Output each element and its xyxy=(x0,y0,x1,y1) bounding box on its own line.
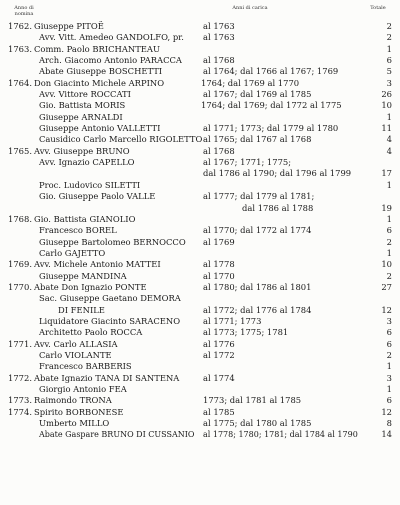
row-years: al 1767; dal 1769 al 1785 xyxy=(203,89,312,100)
row-name: Causidico Carlo Marcello RIGOLETTO xyxy=(39,134,203,145)
row-name: Avv. Vitt. Amedeo GANDOLFO, pr. xyxy=(39,32,184,43)
table-row xyxy=(0,89,400,100)
row-total: 17 xyxy=(381,168,392,179)
table-row xyxy=(0,55,400,66)
row-name: Gio. Battista MORIS xyxy=(39,100,126,111)
row-name: Giuseppe PITOË xyxy=(34,21,104,31)
row-total: 1 xyxy=(386,43,392,54)
row-name: Abate Ignazio TANA DI SANTENA xyxy=(34,372,180,383)
table-row xyxy=(0,32,400,43)
table-row xyxy=(0,100,400,111)
row-year: 1763. xyxy=(8,43,32,54)
column-header-anni: Anni di carica xyxy=(232,5,268,11)
row-total: 10 xyxy=(381,100,392,111)
row-name: Raimondo TRONA xyxy=(34,395,112,406)
table-row xyxy=(0,395,400,406)
row-name: Avv. Michele Antonio MATTEI xyxy=(34,259,161,270)
row-name: Carlo GAJETTO xyxy=(39,247,106,258)
row-total: 3 xyxy=(386,315,392,326)
row-name: DI FENILE xyxy=(58,304,105,315)
row-years: al 1770; dal 1772 al 1774 xyxy=(203,225,312,236)
table-row xyxy=(0,203,400,214)
row-name: Francesco BARBERIS xyxy=(39,361,132,372)
table-row xyxy=(0,123,400,134)
table-row xyxy=(0,168,400,179)
row-total: 8 xyxy=(386,418,392,429)
row-years: 1773; dal 1781 al 1785 xyxy=(203,395,302,406)
row-total: 6 xyxy=(386,395,392,406)
row-year: 1773. xyxy=(8,395,32,406)
table-row xyxy=(0,361,400,372)
table-row xyxy=(0,327,400,338)
row-years: al 1770 xyxy=(203,270,235,281)
row-total: 14 xyxy=(381,429,392,440)
row-years: dal 1786 al 1790; dal 1796 al 1799 xyxy=(203,168,352,179)
row-name: Umberto MILLO xyxy=(39,418,110,429)
column-header-totale: Totale xyxy=(370,5,386,11)
row-total: 5 xyxy=(386,66,392,77)
row-years: al 1768 xyxy=(203,145,235,156)
table-row xyxy=(0,259,400,270)
row-total: 2 xyxy=(386,349,392,360)
table-row xyxy=(0,293,400,304)
table-row xyxy=(0,112,400,123)
row-total: 4 xyxy=(386,145,392,156)
table-row xyxy=(0,157,400,168)
row-total: 1 xyxy=(386,384,392,394)
row-year: 1768. xyxy=(8,213,32,224)
row-years: al 1774 xyxy=(203,372,235,383)
row-years: al 1764; dal 1766 al 1767; 1769 xyxy=(203,66,339,77)
row-year: 1774. xyxy=(8,406,32,417)
row-years: al 1776 xyxy=(203,338,235,349)
row-name: Architetto Paolo ROCCA xyxy=(39,327,143,338)
table-row xyxy=(0,384,400,395)
row-total: 2 xyxy=(386,32,392,43)
table-row xyxy=(0,180,400,191)
row-year: 1764. xyxy=(8,77,32,88)
row-name: Abate Gaspare BRUNO DI CUSSANIO xyxy=(39,430,195,440)
row-total: 27 xyxy=(381,281,392,292)
row-total: 3 xyxy=(386,372,392,383)
column-header-anno: Anno di nomina xyxy=(14,5,34,17)
row-name: Don Giacinto Michele ARPINO xyxy=(34,77,165,88)
row-years: al 1775; dal 1780 al 1785 xyxy=(203,418,312,429)
row-name: Carlo VIOLANTE xyxy=(39,349,112,360)
row-years: dal 1786 al 1788 xyxy=(242,202,314,213)
row-name: Liquidatore Giacinto SARACENO xyxy=(39,315,181,326)
row-total: 11 xyxy=(381,123,392,134)
table-row xyxy=(0,248,400,259)
row-name: Giuseppe Bartolomeo BERNOCCO xyxy=(39,236,186,247)
table-row xyxy=(0,214,400,225)
row-years: al 1769 xyxy=(203,236,235,247)
table-row xyxy=(0,237,400,248)
row-total: 1 xyxy=(386,213,392,224)
row-total: 10 xyxy=(381,259,392,270)
row-name: Gio. Giuseppe Paolo VALLE xyxy=(39,191,156,202)
row-total: 1 xyxy=(386,111,392,122)
row-name: Abate Giuseppe BOSCHETTI xyxy=(39,66,163,77)
table-row xyxy=(0,373,400,384)
row-name: Avv. Giuseppe BRUNO xyxy=(34,145,130,156)
row-years: al 1765; dal 1767 al 1768 xyxy=(203,134,312,145)
table-row xyxy=(0,282,400,293)
row-total: 1 xyxy=(386,247,392,258)
row-name: Francesco BOREL xyxy=(39,225,117,236)
table-row xyxy=(0,316,400,327)
row-total: 26 xyxy=(381,89,392,100)
row-total: 4 xyxy=(386,134,392,145)
row-total: 6 xyxy=(386,327,392,338)
row-total: 12 xyxy=(381,406,392,417)
row-years: al 1772; dal 1776 al 1784 xyxy=(203,304,312,315)
row-name: Avv. Vittore ROCCATI xyxy=(39,89,131,100)
row-years: al 1771; 1773; dal 1779 al 1780 xyxy=(203,123,339,134)
row-name: Giorgio Antonio FEA xyxy=(39,384,127,394)
row-total: 2 xyxy=(386,270,392,281)
row-years: al 1777; dal 1779 al 1781; xyxy=(203,191,315,202)
table-row xyxy=(0,78,400,89)
row-total: 6 xyxy=(386,338,392,349)
row-years: al 1773; 1775; 1781 xyxy=(203,327,289,338)
row-years: al 1778; 1780; 1781; dal 1784 al 1790 xyxy=(203,430,358,440)
row-name: Spirito BORBONESE xyxy=(34,406,124,417)
row-name: Comm. Paolo BRICHANTEAU xyxy=(34,43,160,54)
row-name: Gio. Battista GIANOLIO xyxy=(34,213,136,224)
row-years: 1764; dal 1769; dal 1772 al 1775 xyxy=(201,100,342,111)
table-row xyxy=(0,305,400,316)
row-years: al 1785 xyxy=(203,406,235,417)
table-row xyxy=(0,146,400,157)
row-name: Proc. Ludovico SILETTI xyxy=(39,179,141,190)
row-name: Avv. Ignazio CAPELLO xyxy=(39,157,135,168)
row-total: 1 xyxy=(386,361,392,372)
row-name: Sac. Giuseppe Gaetano DEMORA xyxy=(39,293,181,304)
row-years: al 1768 xyxy=(203,55,235,66)
row-name: Giuseppe MANDINA xyxy=(39,270,127,281)
row-years: al 1772 xyxy=(203,349,235,360)
row-name: Arch. Giacomo Antonio PARACCA xyxy=(39,55,182,66)
row-name: Abate Don Ignazio PONTE xyxy=(34,281,147,292)
table-row xyxy=(0,225,400,236)
row-name: Giuseppe Antonio VALLETTI xyxy=(39,123,161,134)
row-total: 19 xyxy=(381,202,392,213)
row-years: al 1763 xyxy=(203,21,235,31)
row-years: 1764; dal 1769 al 1770 xyxy=(201,77,300,88)
row-years: al 1780; dal 1786 al 1801 xyxy=(203,281,312,292)
row-total: 6 xyxy=(386,55,392,66)
row-total: 2 xyxy=(386,236,392,247)
table-row xyxy=(0,191,400,202)
table-row xyxy=(0,350,400,361)
table-row xyxy=(0,21,400,32)
row-year: 1769. xyxy=(8,259,32,270)
row-years: al 1771; 1773 xyxy=(203,315,262,326)
row-years: al 1767; 1771; 1775; xyxy=(203,157,292,168)
row-name: Giuseppe ARNALDI xyxy=(39,111,123,122)
table-row xyxy=(0,339,400,350)
table-row xyxy=(0,418,400,429)
row-total: 12 xyxy=(381,304,392,315)
row-year: 1765. xyxy=(8,145,32,156)
table-row xyxy=(0,407,400,418)
row-total: 3 xyxy=(386,77,392,88)
table-row xyxy=(0,44,400,55)
row-year: 1762. xyxy=(8,21,32,31)
row-year: 1771. xyxy=(8,338,32,349)
table-row xyxy=(0,271,400,282)
row-years: al 1778 xyxy=(203,259,235,270)
table-row xyxy=(0,429,400,440)
appointments-table xyxy=(0,21,400,441)
row-total: 6 xyxy=(386,225,392,236)
row-year: 1772. xyxy=(8,372,32,383)
row-total: 1 xyxy=(386,179,392,190)
table-row xyxy=(0,134,400,145)
table-row xyxy=(0,66,400,77)
row-name: Avv. Carlo ALLASIA xyxy=(34,338,118,349)
row-total: 2 xyxy=(386,21,392,31)
row-years: al 1763 xyxy=(203,32,235,43)
row-year: 1770. xyxy=(8,281,32,292)
